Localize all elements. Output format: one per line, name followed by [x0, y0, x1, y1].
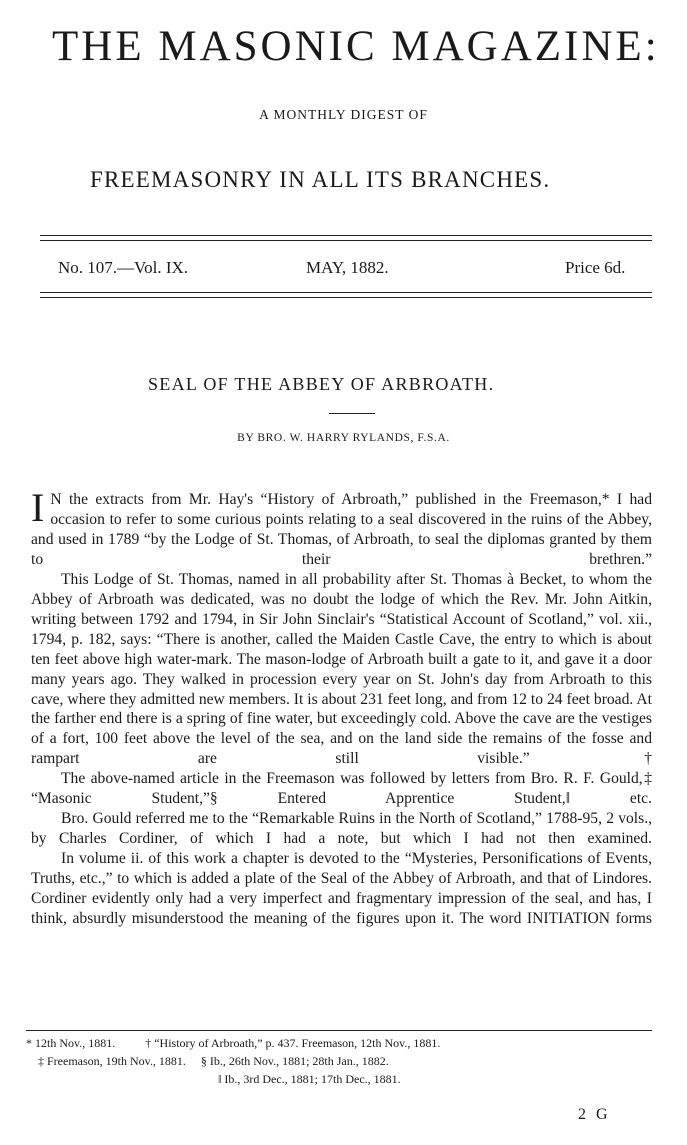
paragraph-1: [31, 485, 652, 570]
footnote-line-1: * 12th Nov., 1881. † “History of Arbroath,” p. 437. Freemason, 12th Nov., 1881.: [26, 1036, 441, 1050]
magazine-subtitle: A MONTHLY DIGEST OF: [259, 107, 428, 122]
issue-price: Price 6d.: [565, 258, 626, 277]
drop-cap: I: [31, 485, 45, 530]
paragraph-1-text: N the extracts from Mr. Hay's “History of Arbroath,” published in the Freemason,* I had occasion to refer to some curious points relating to a seal discovered in the ruins of the Abbey, and used in 1789 “by the Lodge of St. Thomas, of Arbroath, to seal the diplomas granted by them to their brethren.”: [31, 491, 652, 568]
paragraph-5: In volume ii. of this work a chapter is devoted to the “Mysteries, Personifications of Events, Truths, etc.,” to which is added a plate of the Seal of the Abbey of Arbroath, and that of Lindores. Cordiner evidently only had a very imperfect and fragmentary impression of the seal, and has, I think, absurdly misunderstood the meaning of the figures upon it. The word INITIATION forms: [31, 850, 652, 928]
magazine-title: THE MASONIC MAGAZINE:: [52, 23, 660, 70]
header-rule-top-thick: [40, 235, 652, 236]
page-signature: 2 G: [578, 1106, 611, 1123]
footnote-line-3: ‖ Ib., 3rd Dec., 1881; 17th Dec., 1881.: [218, 1072, 401, 1086]
header-rule-top-thin: [40, 240, 652, 241]
issue-number: No. 107.—Vol. IX.: [58, 258, 189, 277]
article-byline: BY BRO. W. HARRY RYLANDS, F.S.A.: [237, 432, 450, 444]
article-body: [31, 485, 652, 929]
article-title: SEAL OF THE ABBEY OF ARBROATH.: [148, 374, 495, 394]
title-divider: [329, 413, 375, 414]
header-rule-bottom-thick: [40, 297, 652, 298]
paragraph-3: The above-named article in the Freemason was followed by letters from Bro. R. F. Gould,‡ “Masonic Student,”§ Entered Apprentice Student,‖ etc.: [31, 770, 652, 808]
header-rule-bottom-thin: [40, 292, 652, 293]
paragraph-4: Bro. Gould referred me to the “Remarkable Ruins in the North of Scotland,” 1788-95, 2 vols., by Charles Cordiner, of which I had a note, but which I had not then examined.: [31, 810, 652, 848]
paragraph-2: This Lodge of St. Thomas, named in all probability after St. Thomas à Becket, to whom the Abbey of Arbroath was dedicated, was no doubt the lodge of which the Rev. Mr. John Aitkin, writing between 1792 and 1794, in Sir John Sinclair's “Statistical Account of Scotland,” vol. xii., 1794, p. 182, says: “There is another, called the Maiden Castle Cave, the entry to which is about ten feet above high water-mark. The mason-lodge of Arbroath built a gate to it, and gave it a door many years ago. They walked in procession every year on St. John's day from Arbroath to this cave, where they admitted new members. It is about 231 feet long, and from 12 to 24 feet broad. At the farther end there is a spring of fine water, but exceedingly cold. Above the cave are the vestiges of a fort, 100 feet above the level of the sea, and on the land side the remains of the fosse and rampart are still visible.”†: [31, 570, 652, 768]
magazine-subtitle-secondary: FREEMASONRY IN ALL ITS BRANCHES.: [90, 167, 551, 192]
footnote-rule: [26, 1030, 652, 1031]
footnote-line-2: ‡ Freemason, 19th Nov., 1881. § Ib., 26th Nov., 1881; 28th Jan., 1882.: [38, 1054, 389, 1068]
issue-date: MAY, 1882.: [306, 258, 389, 277]
